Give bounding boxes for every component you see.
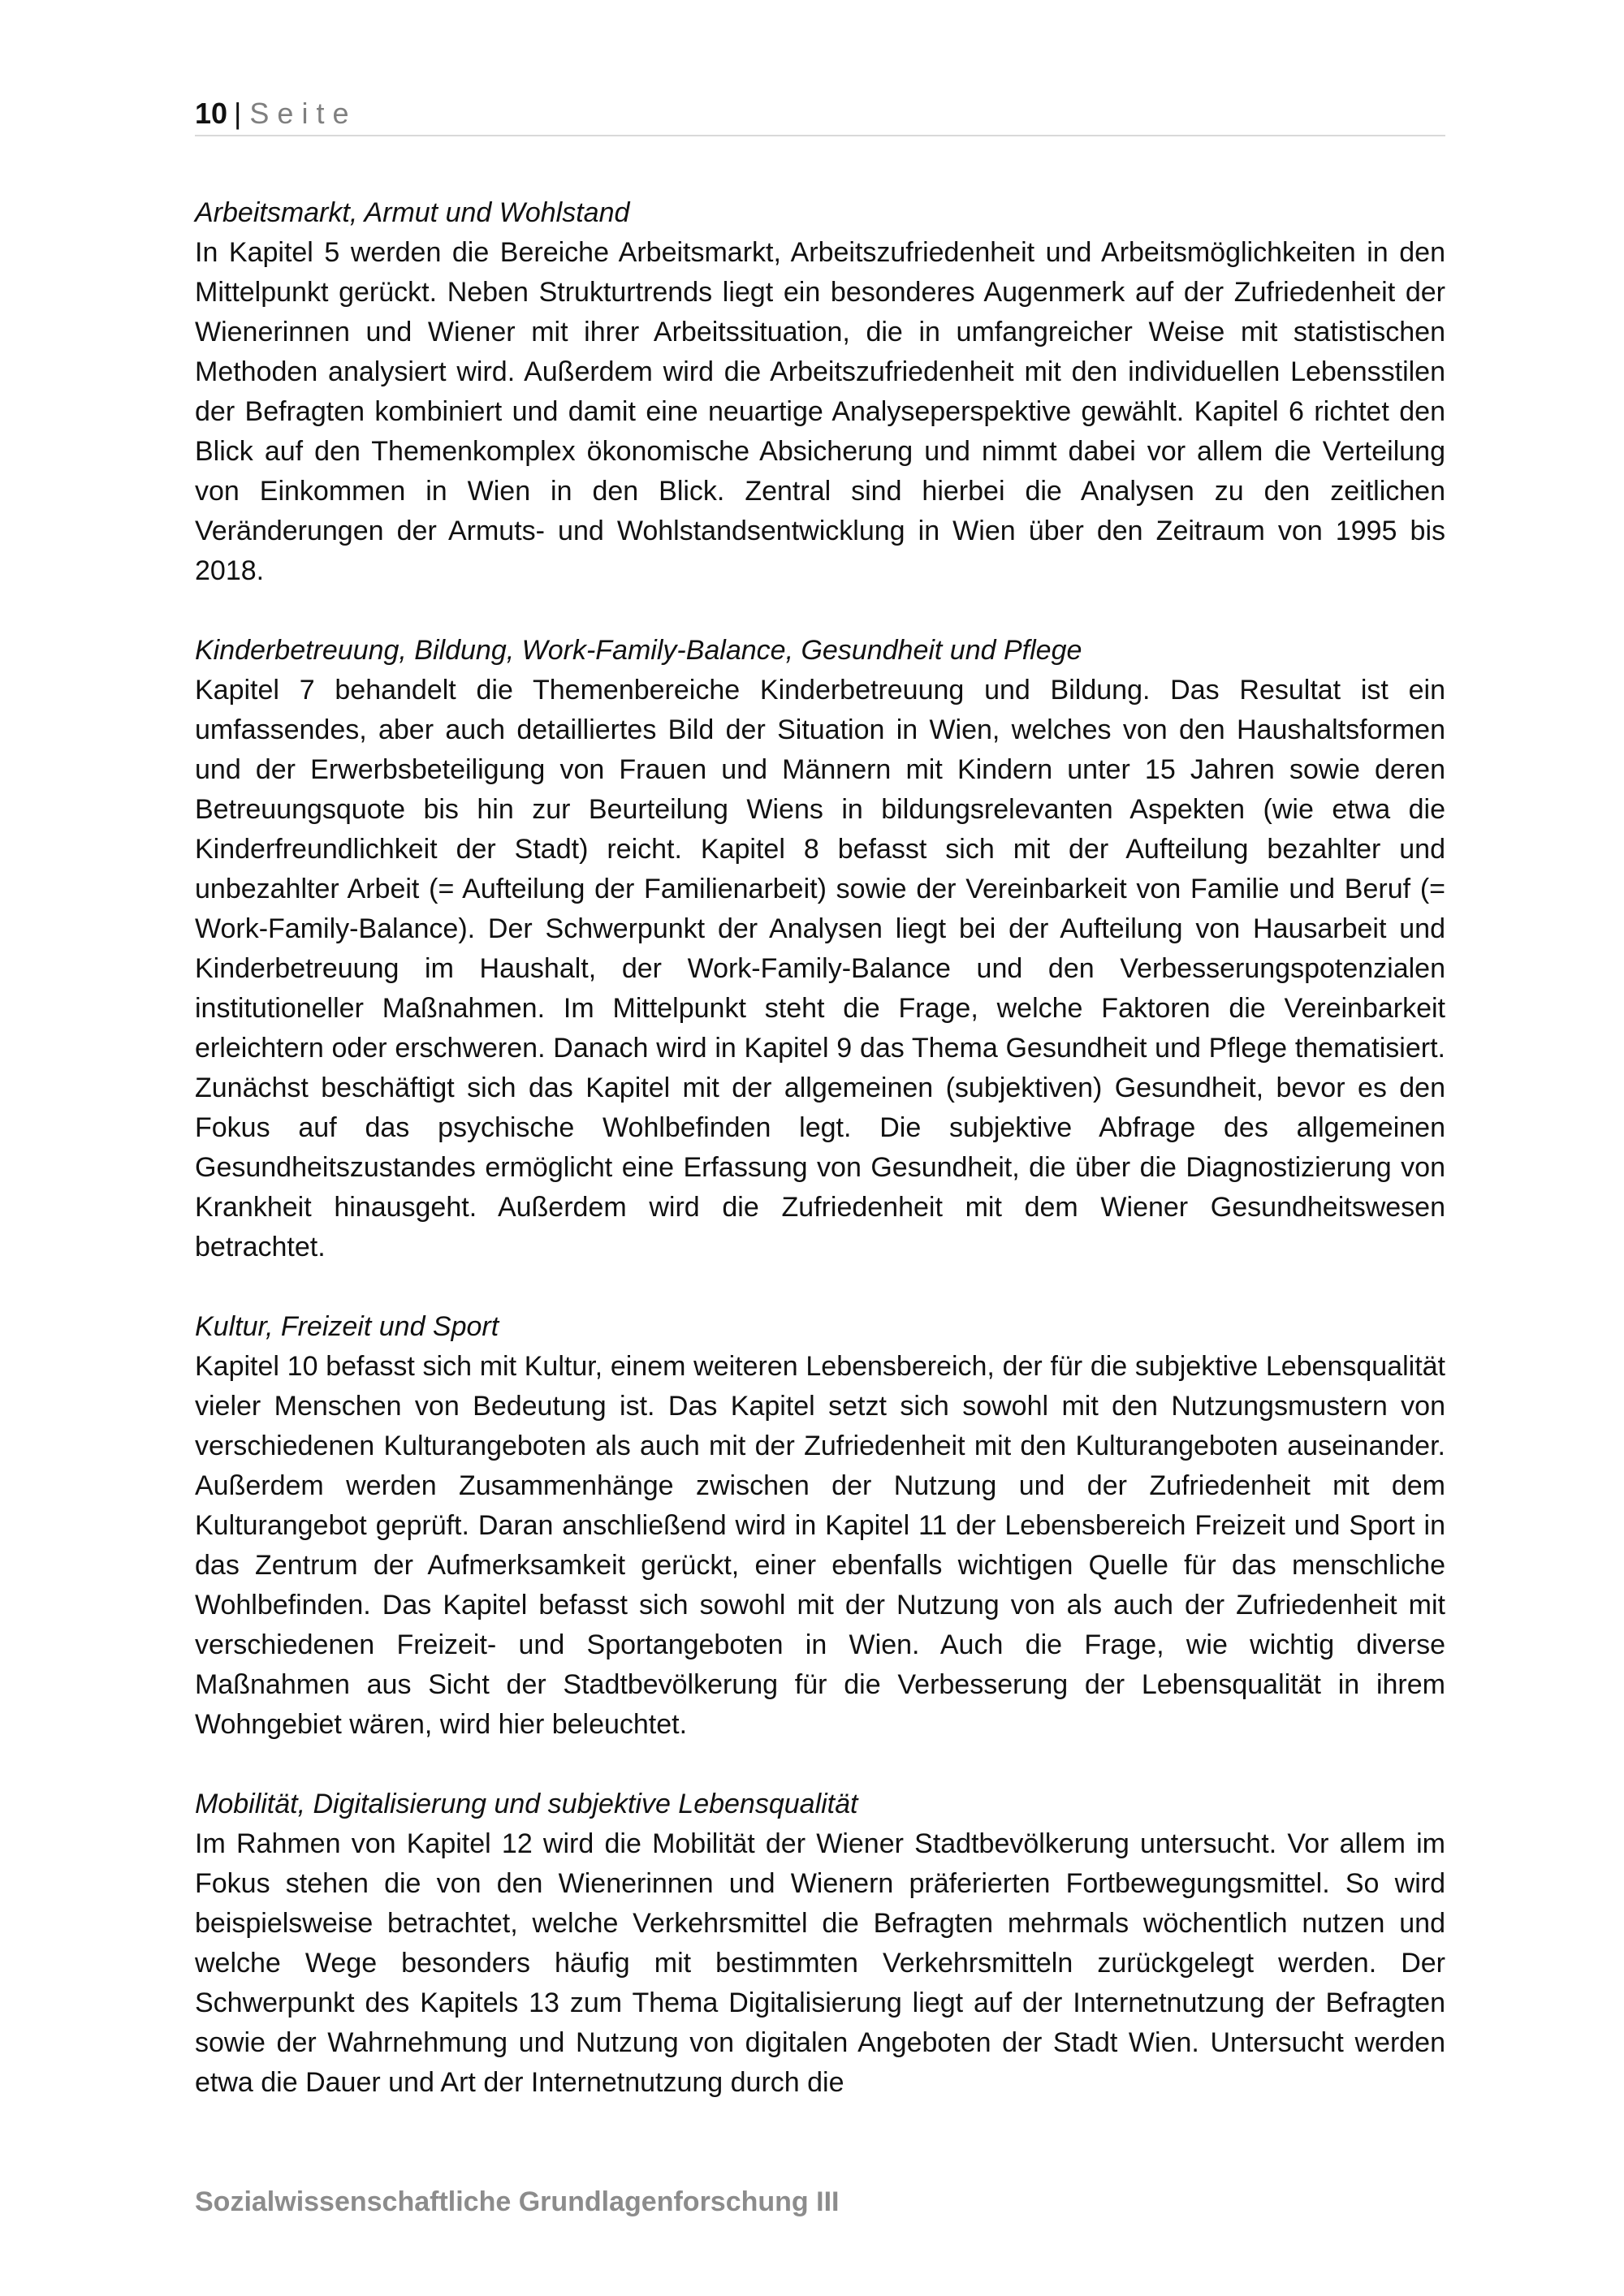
page-number: 10 — [195, 97, 228, 130]
page-header — [195, 93, 1445, 136]
document-body — [195, 193, 1445, 2143]
page-footer: Sozialwissenschaftliche Grundlagenforschung III — [195, 2186, 840, 2217]
section-kinderbetreuung — [195, 631, 1445, 1267]
header-separator: | — [234, 97, 242, 130]
section-arbeitsmarkt — [195, 193, 1445, 591]
section-paragraph: Kapitel 10 befasst sich mit Kultur, einem weiteren Lebensbereich, der für die subjektive Lebensqualität vieler Menschen von Bedeutung ist. Das Kapitel setzt sich sowohl mit den Nutzungsmustern von verschiedenen Kulturangeboten als auch mit der Zufriedenheit mit den Kulturangeboten auseinander. Außerdem werden Zusammenhänge zwischen der Nutzung und der Zufriedenheit mit dem Kulturangebot geprüft. Daran anschließend wird in Kapitel 11 der Lebensbereich Freizeit und Sport in das Zentrum der Aufmerksamkeit gerückt, einer ebenfalls wichtigen Quelle für das menschliche Wohlbefinden. Das Kapitel befasst sich sowohl mit der Nutzung von als auch der Zufriedenheit mit verschiedenen Freizeit- und Sportangeboten in Wien. Auch die Frage, wie wichtig diverse Maßnahmen aus Sicht der Stadtbevölkerung für die Verbesserung der Lebensqualität in ihrem Wohngebiet wären, wird hier beleuchtet. — [195, 1351, 1445, 1740]
section-title: Arbeitsmarkt, Armut und Wohlstand — [195, 197, 630, 228]
section-paragraph: Kapitel 7 behandelt die Themenbereiche Kinderbetreuung und Bildung. Das Resultat ist ein umfassendes, aber auch detailliertes Bild der Situation in Wien, welches von den Haushaltsformen und der Erwerbsbeteiligung von Frauen und Männern mit Kindern unter 15 Jahren sowie deren Betreuungsquote bis hin zur Beurteilung Wiens in bildungsrelevanten Aspekten (wie etwa die Kinderfreundlichkeit der Stadt) reicht. Kapitel 8 befasst sich mit der Aufteilung bezahlter und unbezahlter Arbeit (= Aufteilung der Familienarbeit) sowie der Vereinbarkeit von Familie und Beruf (= Work-Family-Balance). Der Schwerpunkt der Analysen liegt bei der Aufteilung von Hausarbeit und Kinderbetreuung im Haushalt, der Work-Family-Balance und den Verbesserungspotenzialen institutioneller Maßnahmen. Im Mittelpunkt steht die Frage, welche Faktoren die Vereinbarkeit erleichtern oder erschweren. Danach wird in Kapitel 9 das Thema Gesundheit und Pflege thematisiert. Zunächst beschäftigt sich das Kapitel mit der allgemeinen (subjektiven) Gesundheit, bevor es den Fokus auf das psychische Wohlbefinden legt. Die subjektive Abfrage des allgemeinen Gesundheitszustandes ermöglicht eine Erfassung von Gesundheit, die über die Diagnostizierung von Krankheit hinausgeht. Außerdem wird die Zufriedenheit mit dem Wiener Gesundheitswesen betrachtet. — [195, 675, 1445, 1262]
section-mobilitaet — [195, 1785, 1445, 2103]
section-paragraph: In Kapitel 5 werden die Bereiche Arbeitsmarkt, Arbeitszufriedenheit und Arbeitsmöglichkeiten in den Mittelpunkt gerückt. Neben Strukturtrends liegt ein besonderes Augenmerk auf der Zufriedenheit der Wienerinnen und Wiener mit ihrer Arbeitssituation, die in umfangreicher Weise mit statistischen Methoden analysiert wird. Außerdem wird die Arbeitszufriedenheit mit den individuellen Lebensstilen der Befragten kombiniert und damit eine neuartige Analyseperspektive gewählt. Kapitel 6 richtet den Blick auf den Themenkomplex ökonomische Absicherung und nimmt dabei vor allem die Verteilung von Einkommen in Wien in den Blick. Zentral sind hierbei die Analysen zu den zeitlichen Veränderungen der Armuts- und Wohlstandsentwicklung in Wien über den Zeitraum von 1995 bis 2018. — [195, 237, 1445, 586]
section-title: Mobilität, Digitalisierung und subjektive Lebensqualität — [195, 1789, 858, 1819]
section-title: Kinderbetreuung, Bildung, Work-Family-Balance, Gesundheit und Pflege — [195, 635, 1082, 666]
section-kultur — [195, 1307, 1445, 1745]
section-title: Kultur, Freizeit und Sport — [195, 1311, 499, 1342]
page-label: Seite — [249, 97, 357, 130]
section-paragraph: Im Rahmen von Kapitel 12 wird die Mobilität der Wiener Stadtbevölkerung untersucht. Vor allem im Fokus stehen die von den Wienerinnen und Wienern präferierten Fortbewegungsmittel. So wird beispielsweise betrachtet, welche Verkehrsmittel die Befragten mehrmals wöchentlich nutzen und welche Wege besonders häufig mit bestimmten Verkehrsmitteln zurückgelegt werden. Der Schwerpunkt des Kapitels 13 zum Thema Digitalisierung liegt auf der Internetnutzung der Befragten sowie der Wahrnehmung und Nutzung von digitalen Angeboten der Stadt Wien. Untersucht werden etwa die Dauer und Art der Internetnutzung durch die — [195, 1828, 1445, 2098]
